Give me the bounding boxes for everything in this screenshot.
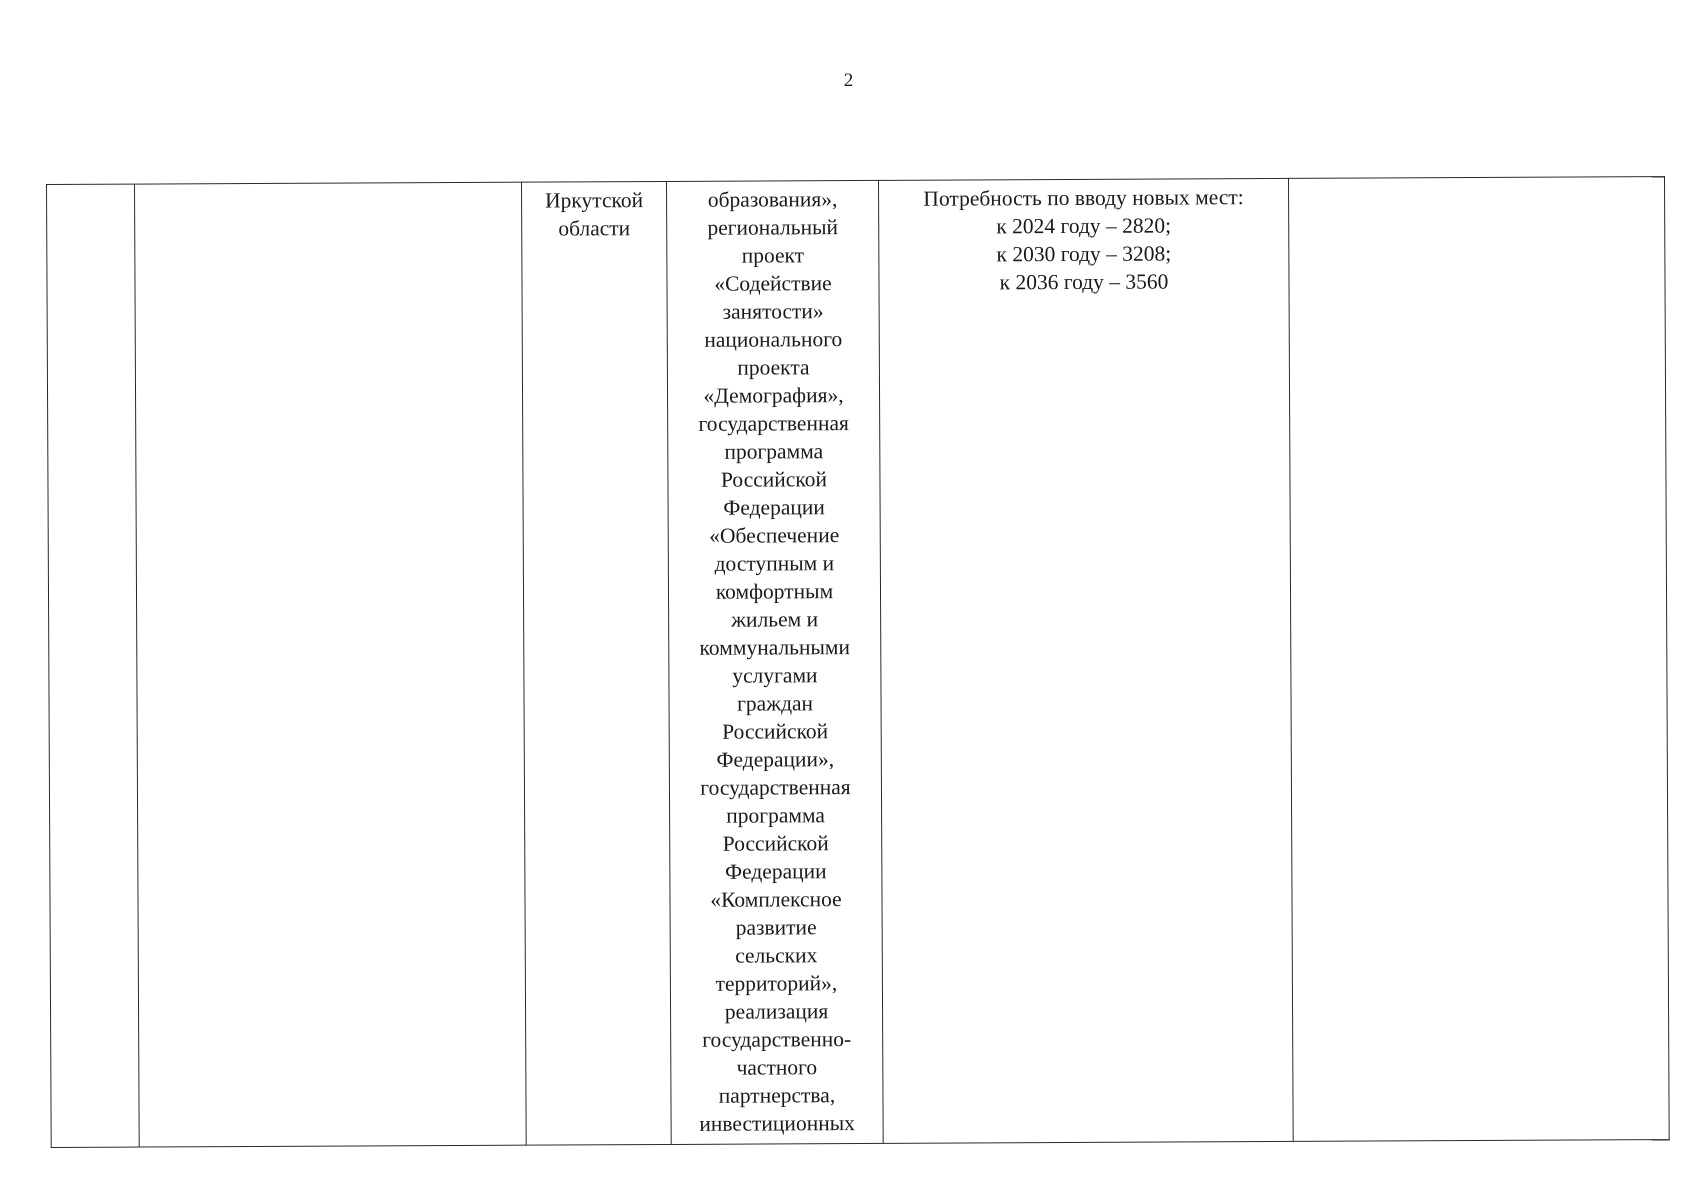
text-line: Федерации: [725, 859, 827, 884]
text-line: программа: [726, 803, 826, 828]
table-cell-col2: [135, 182, 527, 1147]
text-line: государственная: [700, 775, 851, 800]
text-line: проект: [741, 243, 805, 268]
text-line: национального: [704, 327, 843, 352]
table-cell-col3: [521, 181, 671, 1145]
text-line: «Обеспечение: [709, 523, 840, 548]
text-line: программа: [724, 439, 824, 464]
text-line: «Содействие: [714, 271, 832, 296]
text-line: Российской: [720, 467, 827, 492]
page-number: 2: [843, 70, 854, 91]
document-table: [46, 176, 1670, 1148]
text-line: Иркутской: [545, 188, 644, 213]
new-places-demand-text: [883, 183, 1285, 297]
table-cell-col5: [878, 178, 1293, 1143]
text-line: области: [558, 216, 631, 241]
text-line: проекта: [737, 355, 810, 380]
text-line: сельских: [735, 943, 818, 968]
text-line: образования»,: [707, 187, 838, 212]
text-line: доступным и: [714, 551, 835, 576]
text-line: государственно-: [702, 1027, 852, 1052]
table-row: [47, 177, 1670, 1148]
text-line: жильем и: [731, 607, 819, 632]
text-line: частного: [736, 1055, 818, 1080]
text-line: государственная: [698, 411, 849, 436]
text-line: территорий»,: [715, 971, 838, 996]
text-line: граждан: [737, 691, 814, 716]
text-line: инвестиционных: [699, 1111, 855, 1136]
text-line: занятости»: [722, 299, 824, 324]
text-line: Потребность по вводу новых мест:: [923, 185, 1244, 211]
text-line: региональный: [707, 215, 839, 240]
text-line: Федерации»,: [716, 747, 835, 772]
text-line: Федерации: [723, 495, 825, 520]
text-line: коммунальными: [699, 635, 851, 660]
text-line: реализация: [724, 999, 829, 1024]
text-line: Российской: [722, 719, 829, 744]
table-cell-col6: [1288, 177, 1669, 1142]
table-cell-col4: [666, 180, 883, 1144]
text-line: развитие: [735, 915, 817, 940]
text-line: «Демография»,: [703, 383, 844, 408]
text-line: услугами: [732, 663, 818, 688]
text-line: к 2024 году – 2820;: [996, 213, 1172, 239]
text-line: «Комплексное: [710, 887, 842, 912]
text-line: к 2036 году – 3560: [999, 269, 1169, 295]
table-cell-col1: [47, 184, 140, 1147]
text-line: комфортным: [715, 579, 834, 604]
funding-sources-text: [671, 185, 879, 1138]
responsible-region-text: [526, 186, 662, 243]
text-line: к 2030 году – 3208;: [996, 241, 1172, 267]
text-line: Российской: [722, 831, 829, 856]
text-line: партнерства,: [718, 1083, 836, 1108]
